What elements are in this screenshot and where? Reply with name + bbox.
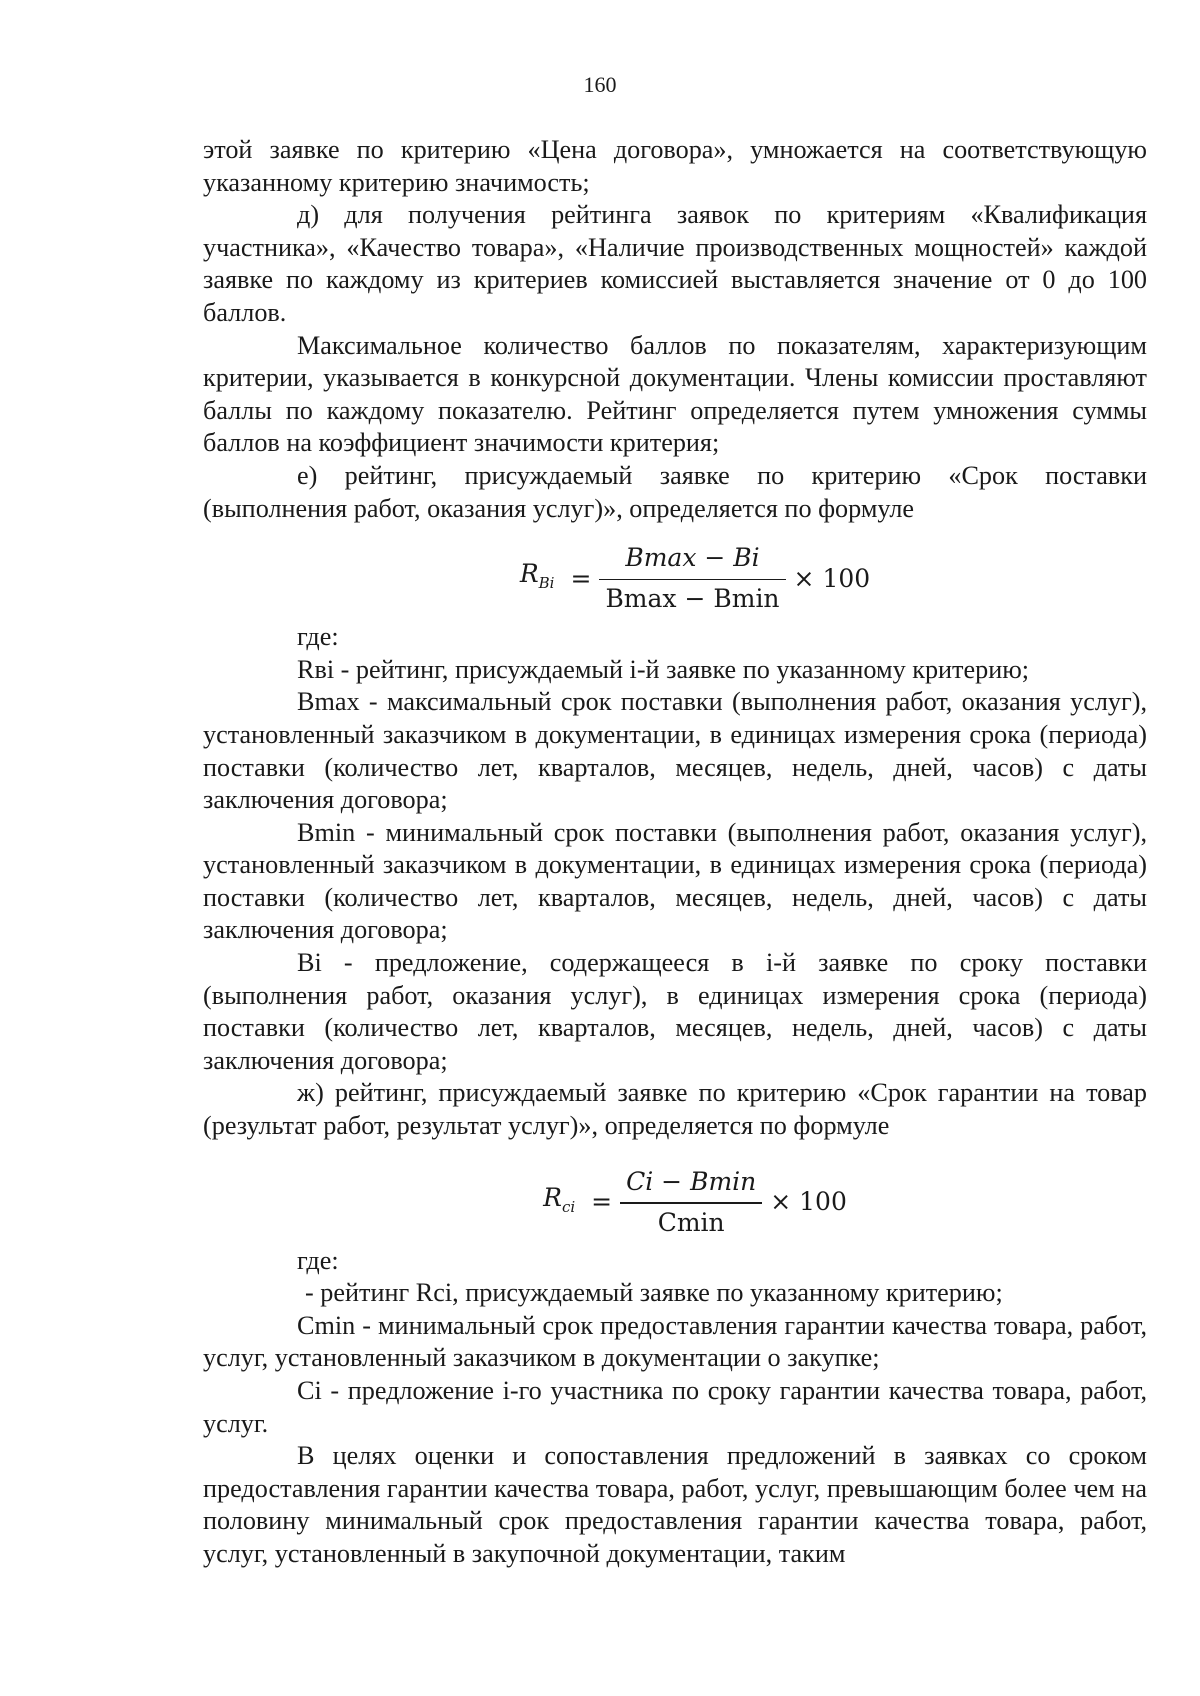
equals-sign: =: [570, 563, 592, 593]
paragraph: Максимальное количество баллов по показателям, характеризующим критерии, указывается в конкурсной документации. Члены комиссии проставляют баллы по каждому показателю. Рейтинг определяется путем умножения суммы баллов на коэффициент значимости критерия;: [203, 330, 1147, 458]
paragraph: д) для получения рейтинга заявок по критериям «Квалификация участника», «Качество товара», «Наличие производственных мощностей» каждой заявке по каждому из критериев комиссией выставляется значение от 0 до 100 баллов.: [203, 200, 1147, 327]
page-number: 160: [583, 72, 617, 97]
multiplier: × 100: [793, 563, 871, 593]
paragraph: ж) рейтинг, присуждаемый заявке по критерию «Срок гарантии на товар (результат работ, результат услуг)», определяется по формуле: [203, 1078, 1147, 1141]
text-block-1: [203, 134, 1147, 525]
formula-delivery-rating: [243, 537, 1147, 621]
denominator: Bmax − Bmin: [605, 584, 780, 614]
equals-sign: =: [591, 1187, 613, 1217]
fraction: [620, 1166, 762, 1240]
formula-lhs: $R_{ci}$: [543, 1182, 576, 1216]
paragraph: Cmin - минимальный срок предоставления гарантии качества товара, работ, услуг, установленный заказчиком в документации о закупке;: [203, 1310, 1147, 1373]
paragraph: Вi - предложение, содержащееся в i-й заявке по сроку поставки (выполнения работ, оказания услуг), в единицах измерения срока (периода) поставки (количество лет, кварталов, месяцев, недель, дней, часов) с даты заключения договора;: [203, 948, 1147, 1075]
paragraph: е) рейтинг, присуждаемый заявке по критерию «Срок поставки (выполнения работ, оказания услуг)», определяется по формуле: [203, 460, 1147, 523]
numerator: Ci − Bmin: [626, 1166, 757, 1196]
paragraph: Rвi - рейтинг, присуждаемый i-й заявке по указанному критерию;: [297, 654, 1030, 684]
paragraph: Вmin - минимальный срок поставки (выполнения работ, оказания услуг), установленный заказчиком в документации, в единицах измерения срока (периода) поставки (количество лет, кварталов, месяцев, недель, дней, часов) с даты заключения договора;: [203, 817, 1147, 945]
paragraph: В целях оценки и сопоставления предложений в заявках со сроком предоставления гарантии качества товара, работ, услуг, превышающим более чем на половину минимальный срок предоставления гарантии качества товара, работ, услуг, установленный в закупочной документации, таким: [203, 1441, 1147, 1568]
paragraph: - рейтинг Rci, присуждаемый заявке по указанному критерию;: [305, 1278, 1003, 1308]
formula-lhs: $R_{Bi}$: [519, 559, 555, 593]
formula-warranty-rating: [243, 1161, 1147, 1245]
denominator: Cmin: [657, 1207, 725, 1237]
text-block-2: [203, 621, 1147, 1143]
paragraph: Вmax - максимальный срок поставки (выполнения работ, оказания услуг), установленный заказчиком в документации, в единицах измерения срока (периода) поставки (количество лет, кварталов, месяцев, недель, дней, часов) с даты заключения договора;: [203, 687, 1147, 815]
text-block-3: [203, 1245, 1147, 1571]
paragraph: где:: [297, 622, 339, 652]
paragraph: где:: [297, 1245, 339, 1275]
multiplier: × 100: [770, 1187, 847, 1217]
paragraph: Ci - предложение i-го участника по сроку гарантии качества товара, работ, услуг.: [203, 1376, 1147, 1438]
numerator: Bmax − Bi: [625, 543, 760, 573]
fraction: [599, 542, 785, 616]
document-body: [203, 134, 1147, 1571]
paragraph: этой заявке по критерию «Цена договора», умножается на соответствующую указанному критерию значимость;: [203, 135, 1147, 197]
